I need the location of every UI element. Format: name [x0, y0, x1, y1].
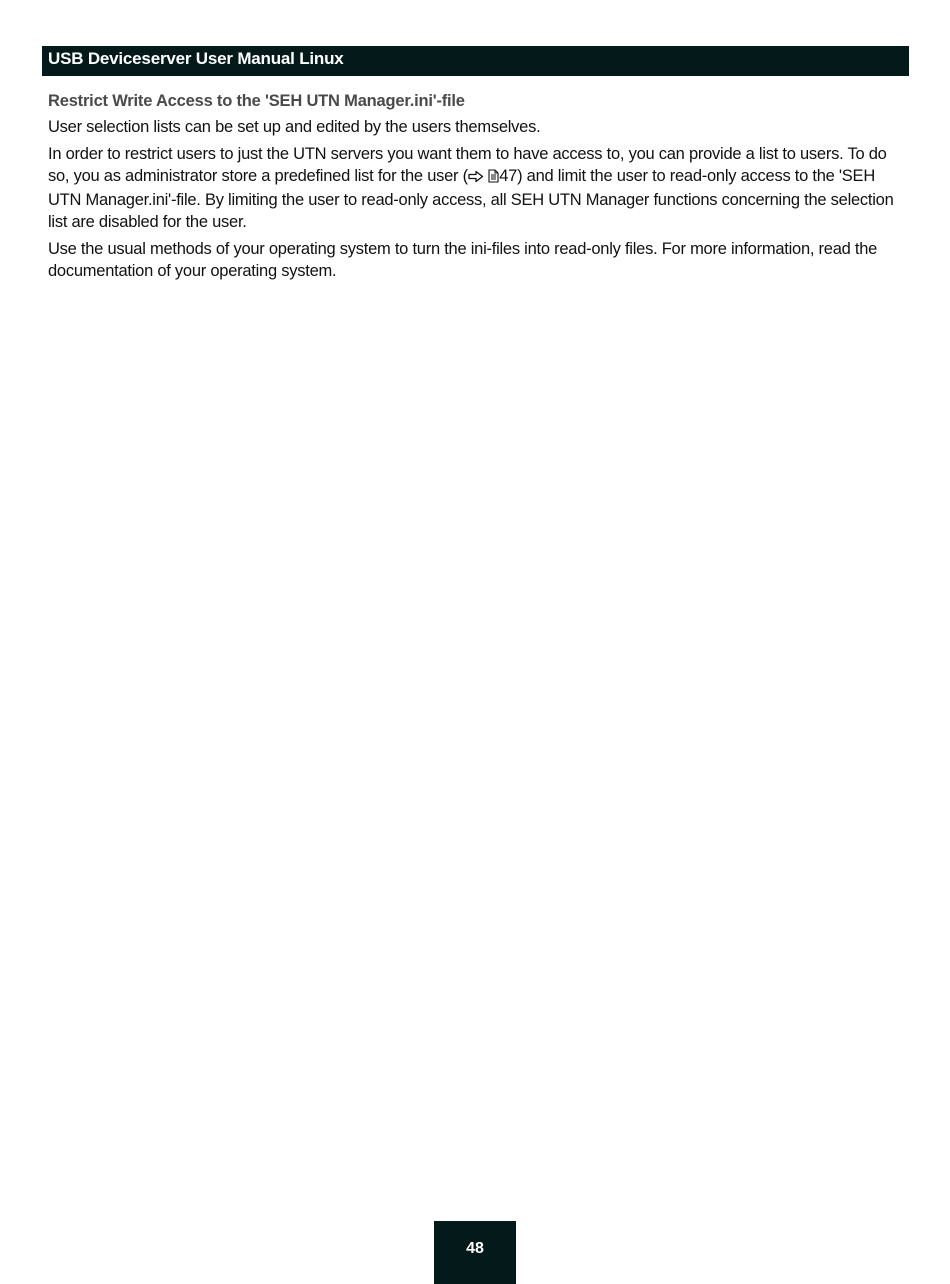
- header-bar: [42, 46, 909, 76]
- content-area: [48, 90, 904, 287]
- page-icon: [488, 167, 499, 189]
- paragraph-user-lists: User selection lists can be set up and edited by the users themselves.: [48, 118, 541, 136]
- section-heading: Restrict Write Access to the 'SEH UTN Manager.ini'-file: [48, 92, 465, 110]
- page-number: 48: [466, 1240, 484, 1257]
- paragraph-text-after-ref: ) and limit the user to read-only access to the 'SEH UTN Manager.ini'-file. By limiting the user to read-only access, all SEH UTN Manager functions concerning the selection list are disabled for the user.: [48, 167, 894, 231]
- paragraph-read-only-files: Use the usual methods of your operating system to turn the ini-files into read-only files. For more information, read the documentation of your operating system.: [48, 240, 878, 280]
- document-title: USB Deviceserver User Manual Linux: [48, 49, 344, 68]
- paragraph-text-before-ref: In order to restrict users to just the UTN servers you want them to have access to, you can provide a list to users. To do so, you as administrator store a predefined list for the user (: [48, 145, 887, 185]
- arrow-right-icon: [468, 167, 484, 189]
- page-reference-link[interactable]: 47: [499, 167, 518, 185]
- paragraph-restrict-users: [48, 143, 904, 233]
- page-number-box: [434, 1221, 516, 1284]
